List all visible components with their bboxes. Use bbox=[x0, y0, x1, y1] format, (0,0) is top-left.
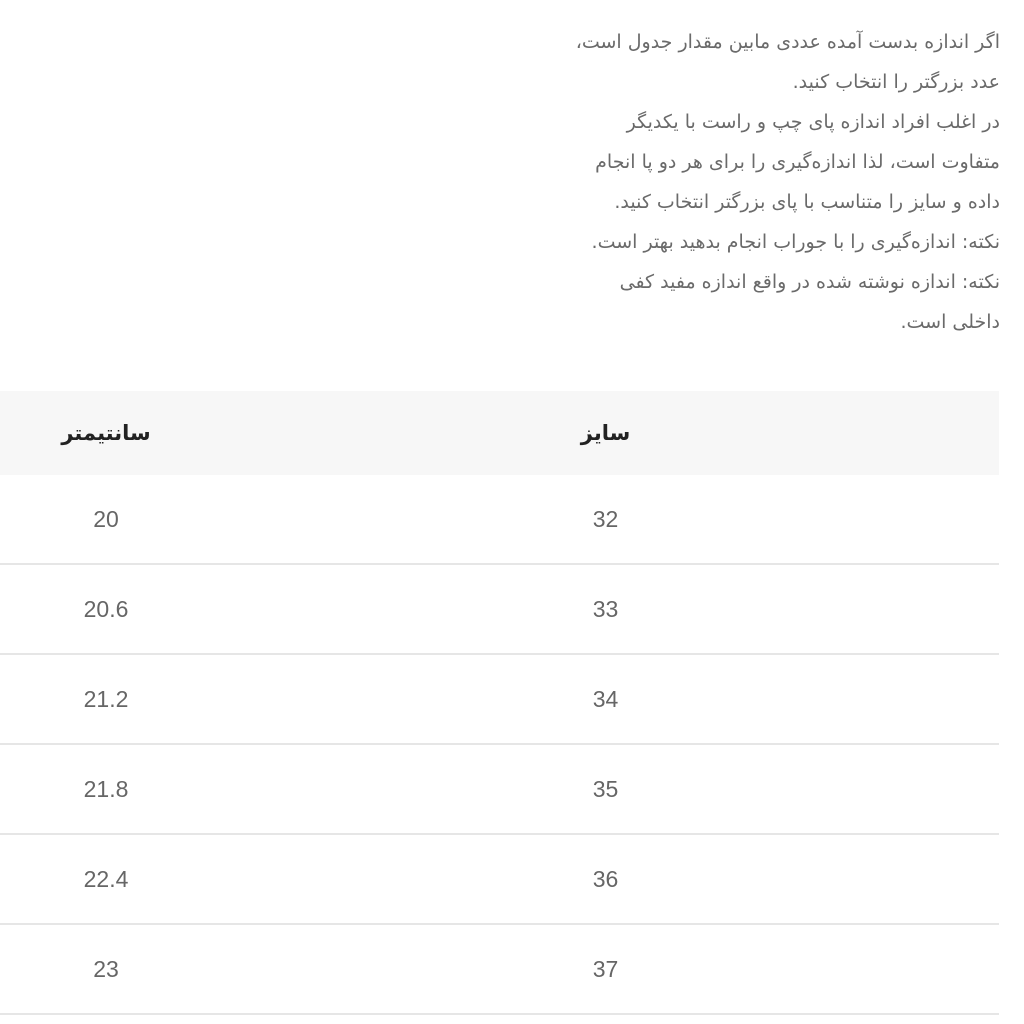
header-row bbox=[0, 391, 999, 475]
header-size: سایز bbox=[580, 421, 631, 445]
cell-centimeter: 21.8 bbox=[0, 744, 212, 834]
cell-size: 32 bbox=[212, 475, 999, 564]
table-row bbox=[0, 564, 999, 654]
cell-size: 34 bbox=[212, 654, 999, 744]
size-guide-notes bbox=[440, 22, 1000, 342]
table-row bbox=[0, 654, 999, 744]
table-row bbox=[0, 834, 999, 924]
cell-centimeter: 20.6 bbox=[0, 564, 212, 654]
note-line: نکته: اندازه نوشته شده در واقع اندازه مفید کفی bbox=[619, 271, 1000, 293]
note-line: متفاوت است، لذا اندازه‌گیری را برای هر دو پا انجام bbox=[595, 151, 1000, 173]
table-row bbox=[0, 475, 999, 564]
note-line: داده و سایز را متناسب با پای بزرگتر انتخاب کنید. bbox=[614, 191, 1000, 213]
note-line: داخلی است. bbox=[900, 311, 1000, 333]
cell-centimeter: 21.2 bbox=[0, 654, 212, 744]
table-header bbox=[0, 391, 999, 475]
cell-size: 35 bbox=[212, 744, 999, 834]
note-line: عدد بزرگتر را انتخاب کنید. bbox=[792, 71, 1000, 93]
cell-centimeter: 20 bbox=[0, 475, 212, 564]
cell-centimeter: 23 bbox=[0, 924, 212, 1014]
note-line: اگر اندازه بدست آمده عددی مابین مقدار جدول است، bbox=[575, 31, 1000, 53]
cell-size: 33 bbox=[212, 564, 999, 654]
table-body bbox=[0, 475, 999, 1014]
cell-size: 36 bbox=[212, 834, 999, 924]
note-line: نکته: اندازه‌گیری را با جوراب انجام بدهید بهتر است. bbox=[591, 231, 1000, 253]
cell-centimeter: 22.4 bbox=[0, 834, 212, 924]
table-row bbox=[0, 744, 999, 834]
cell-size: 37 bbox=[212, 924, 999, 1014]
note-line: در اغلب افراد اندازه پای چپ و راست با یکدیگر bbox=[626, 111, 1000, 133]
size-table bbox=[0, 391, 999, 1015]
table-row bbox=[0, 924, 999, 1014]
header-centimeter: سانتیمتر bbox=[61, 421, 151, 445]
